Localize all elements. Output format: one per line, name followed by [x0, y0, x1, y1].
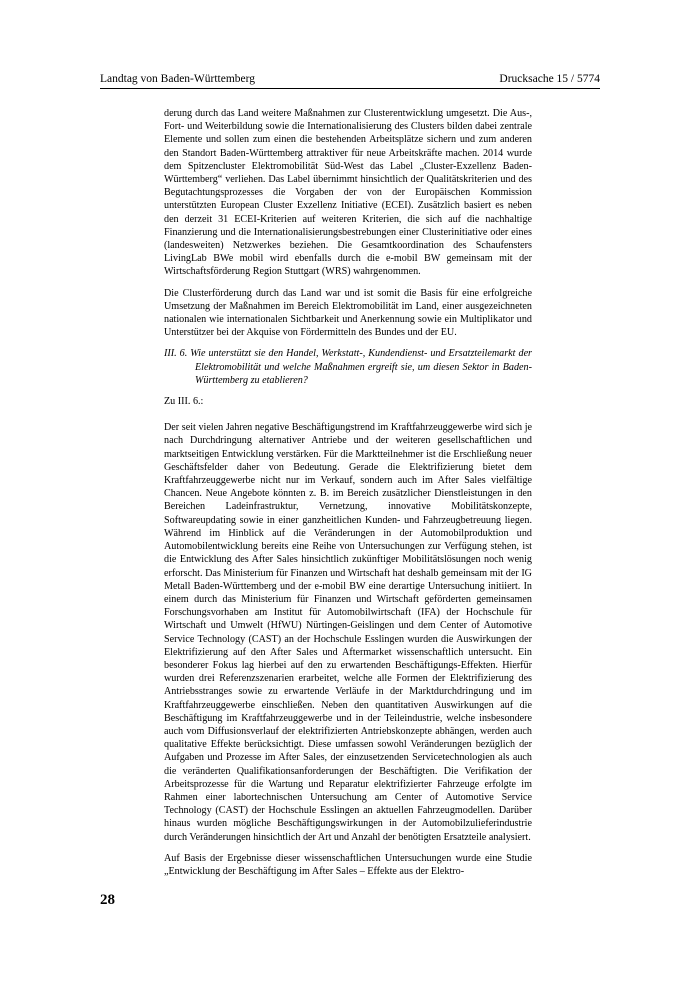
header-rule [100, 88, 600, 89]
page-number: 28 [100, 892, 115, 908]
header-left-title: Landtag von Baden-Württemberg [100, 73, 255, 85]
answer-label: Zu III. 6.: [164, 396, 204, 408]
answer-paragraph: Auf Basis der Ergebnisse dieser wissenschaftlichen Untersuchungen wurde eine Studie „Entwicklung der Beschäftigung im After Sales – Effekte aus der Elektro- [164, 852, 532, 877]
page-body [164, 107, 532, 886]
body-paragraph: Die Clusterförderung durch das Land war und ist somit die Basis für eine erfolgreiche Umsetzung der Maßnahmen im Bereich Elektromobilität im Land, einer ausgezeichneten nationalen wie internationalen Sichtbarkeit und Anerkennung sowie ein Multiplikator und Unterstützer bei der Akquise von Fördermitteln des Bundes und der EU. [164, 287, 532, 339]
question-paragraph: III. 6. Wie unterstützt sie den Handel, Werkstatt-, Kundendienst- und Ersatzteilemarkt der Elektromobilität und welche Maßnahmen ergreift sie, um diesen Sektor in Baden-Württemberg zu etablieren? [164, 348, 532, 386]
body-paragraph: derung durch das Land weitere Maßnahmen zur Clusterentwicklung umgesetzt. Die Aus-, Fort- und Weiterbildung sowie die Internationalisierung des Clusters bilden dabei zentrale Elemente und sollen zum einen die bestehenden Arbeitsplätze sichern und zum anderen den Standort Baden-Württemberg attraktiver für neue Arbeitskräfte machen. 2014 wurde dem Spitzencluster Elektromobilität Süd-West das Label „Cluster-Exzellenz Baden-Württemberg“ verliehen. Das Label übernimmt hinsichtlich der Qualitätskriterien und des Begutachtungsprozesses die Vorgaben der von der Europäischen Kommission unterstützten European Cluster Exzellenz Initiative (ECEI). Zusätzlich basiert es neben den derzeit 31 ECEI-Kriterien auf weiteren Kriterien, die sich auf die nachhaltige Finanzierung und die Internationalisierungsbestrebungen einer Clusterinitiative oder eines (landesweiten) Netzwerkes beziehen. Die Gesamtkoordination des Schaufensters LivingLab BWe mobil wird ebenfalls durch die e-mobil BW gemeinsam mit der Wirtschaftsförderung Region Stuttgart (WRS) wahrgenommen. [164, 108, 532, 278]
header-document-number: Drucksache 15 / 5774 [499, 73, 600, 85]
answer-paragraph: Der seit vielen Jahren negative Beschäftigungstrend im Kraftfahrzeuggewerbe wird sich je nach Durchdringung alternativer Antriebe und der weiteren gesellschaftlichen und marktseitigen Entwicklung verstärken. Für die Marktteilnehmer ist die Erschließung neuer Geschäftsfelder daher von Bedeutung. Gerade die Elektrifizierung bietet dem Kraftfahrzeuggewerbe nicht nur im Verkauf, sondern auch im After Sales vielfältige Chancen. Neue Angebote könnten z. B. im Bereich zusätzlicher Dienstleistungen in den Bereichen Ladeinfrastruktur, Vernetzung, innovative Mobilitätskonzepte, Softwareupdating sowie in einer ganzheitlichen Kunden- und Fahrzeugbetreuung liegen. Während im Hinblick auf die Veränderungen in der Automobilproduktion und Automobilentwicklung bereits eine Reihe von Untersuchungen zur Verfügung stehen, ist die Entwicklung des After Sales hinsichtlich zukünftiger Mobilitätslösungen noch wenig erforscht. Das Ministerium für Finanzen und Wirtschaft hat deshalb gemeinsam mit der IG Metall Baden-Württemberg und der e-mobil BW eine derartige Untersuchung initiiert. In einem durch das Ministerium für Finanzen und Wirtschaft geförderten gemeinsamen Forschungsvorhaben am Institut für Automobilwirtschaft (IFA) der Hochschule für Wirtschaft und Umwelt (HfWU) Nürtingen-Geislingen und dem Center of Automotive Service Technology (CAST) an der Hochschule Esslingen wurden die Auswirkungen der Elektrifizierung auf den After Sales und Aftermarket wissenschaftlich untersucht. Ein besonderer Fokus lag hierbei auf den zu erwartenden Beschäftigungs-Effekten. Hierfür wurden drei Referenzszenarien erarbeitet, welche alle Formen der Elektrifizierung des Antriebsstranges sowie zu erwartende Verläufe in der Marktdurchdringung und im Kraftfahrzeuggewerbe einschließen. Neben den quantitativen Auswirkungen auf die Beschäftigung im Kraftfahrzeuggewerbe und in der Teileindustrie, welche insbesondere auch vom Diffusionsverlauf der elektrifizierten Antriebskonzepte abhängen, werden auch qualitative Effekte berücksichtigt. Diese umfassen sowohl Veränderungen bezüglich der Aufgaben und Prozesse im After Sales, der einzusetzenden Servicetechnologien als auch die veränderten Qualifikationsanforderungen der Beschäftigten. Die Verifikation der Arbeitsprozesse für die Wartung und Reparatur elektrifizierter Fahrzeuge erfolgte im Rahmen einer labortechnischen Untersuchung am Center of Automotive Service Technology (CAST) der Hochschule Esslingen an aktuellen Fahrzeugmodellen. Darüber hinaus wurden mögliche Beschäftigungswirkungen in der Automobilzulieferindustrie durch Veränderungen hinsichtlich der Art und Anzahl der benötigten Ersatzteile analysiert. [164, 422, 532, 843]
